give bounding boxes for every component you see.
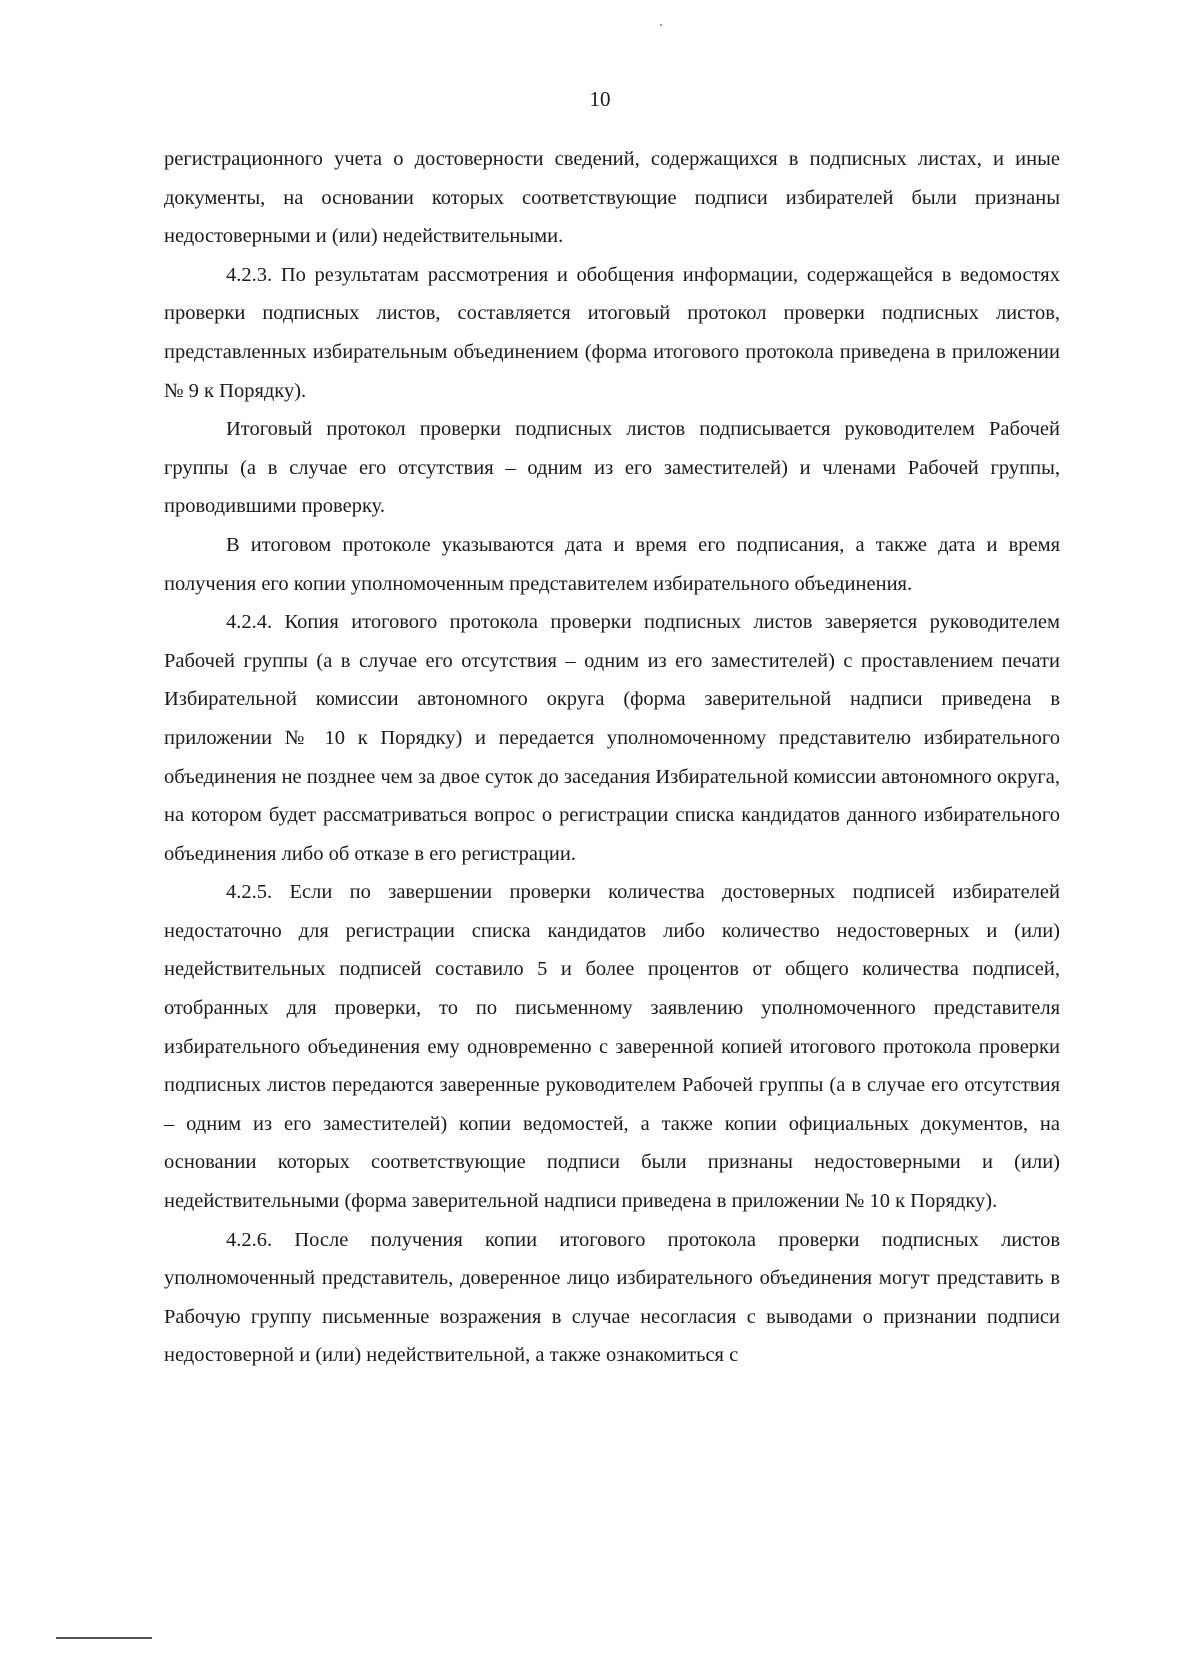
paragraph-protocol-signing: Итоговый протокол проверки подписных листов подписывается руководителем Рабочей группы (а в случае его отсутствия – одним из его заместителей) и членами Рабочей группы, проводившими проверку. (164, 418, 1060, 518)
document-body (164, 140, 1060, 1375)
paragraph-4-2-3: 4.2.3. По результатам рассмотрения и обобщения информации, содержащейся в ведомостях проверки подписных листов, составляется итоговый протокол проверки подписных листов, представленных избирательным объединением (форма итогового протокола приведена в приложении № 9 к Порядку). (164, 263, 1060, 402)
scan-speck (660, 24, 662, 26)
footnote-separator (56, 1637, 152, 1639)
paragraph-continuation: регистрационного учета о достоверности сведений, содержащихся в подписных листах, и иные документы, на основании которых соответствующие подписи избирателей были признаны недостоверными и (или) недействительными. (164, 148, 1060, 248)
paragraph-4-2-4: 4.2.4. Копия итогового протокола проверки подписных листов заверяется руководителем Рабочей группы (а в случае его отсутствия – одним из его заместителей) с проставлением печати Избирательной комиссии автономного округа (форма заверительной надписи приведена в приложении № 10 к Порядку) и передается уполномоченному представителю избирательного объединения не позднее чем за двое суток до заседания Избирательной комиссии автономного округа, на котором будет рассматриваться вопрос о регистрации списка кандидатов данного избирательного объединения либо об отказе в его регистрации. (164, 611, 1060, 865)
page-number: 10 (589, 87, 611, 111)
paragraph-4-2-6: 4.2.6. После получения копии итогового протокола проверки подписных листов уполномоченный представитель, доверенное лицо избирательного объединения могут представить в Рабочую группу письменные возражения в случае несогласия с выводами о признании подписи недостоверной и (или) недействительной, а также ознакомиться с (164, 1228, 1060, 1367)
paragraph-protocol-date: В итоговом протоколе указываются дата и время его подписания, а также дата и время получения его копии уполномоченным представителем избирательного объединения. (164, 533, 1060, 595)
paragraph-4-2-5: 4.2.5. Если по завершении проверки количества достоверных подписей избирателей недостаточно для регистрации списка кандидатов либо количество недостоверных и (или) недействительных подписей составило 5 и более процентов от общего количества подписей, отобранных для проверки, то по письменному заявлению уполномоченного представителя избирательного объединения ему одновременно с заверенной копией итогового протокола проверки подписных листов передаются заверенные руководителем Рабочей группы (а в случае его отсутствия – одним из его заместителей) копии ведомостей, а также копии официальных документов, на основании которых соответствующие подписи были признаны недостоверными и (или) недействительными (форма заверительной надписи приведена в приложении № 10 к Порядку). (164, 881, 1060, 1213)
